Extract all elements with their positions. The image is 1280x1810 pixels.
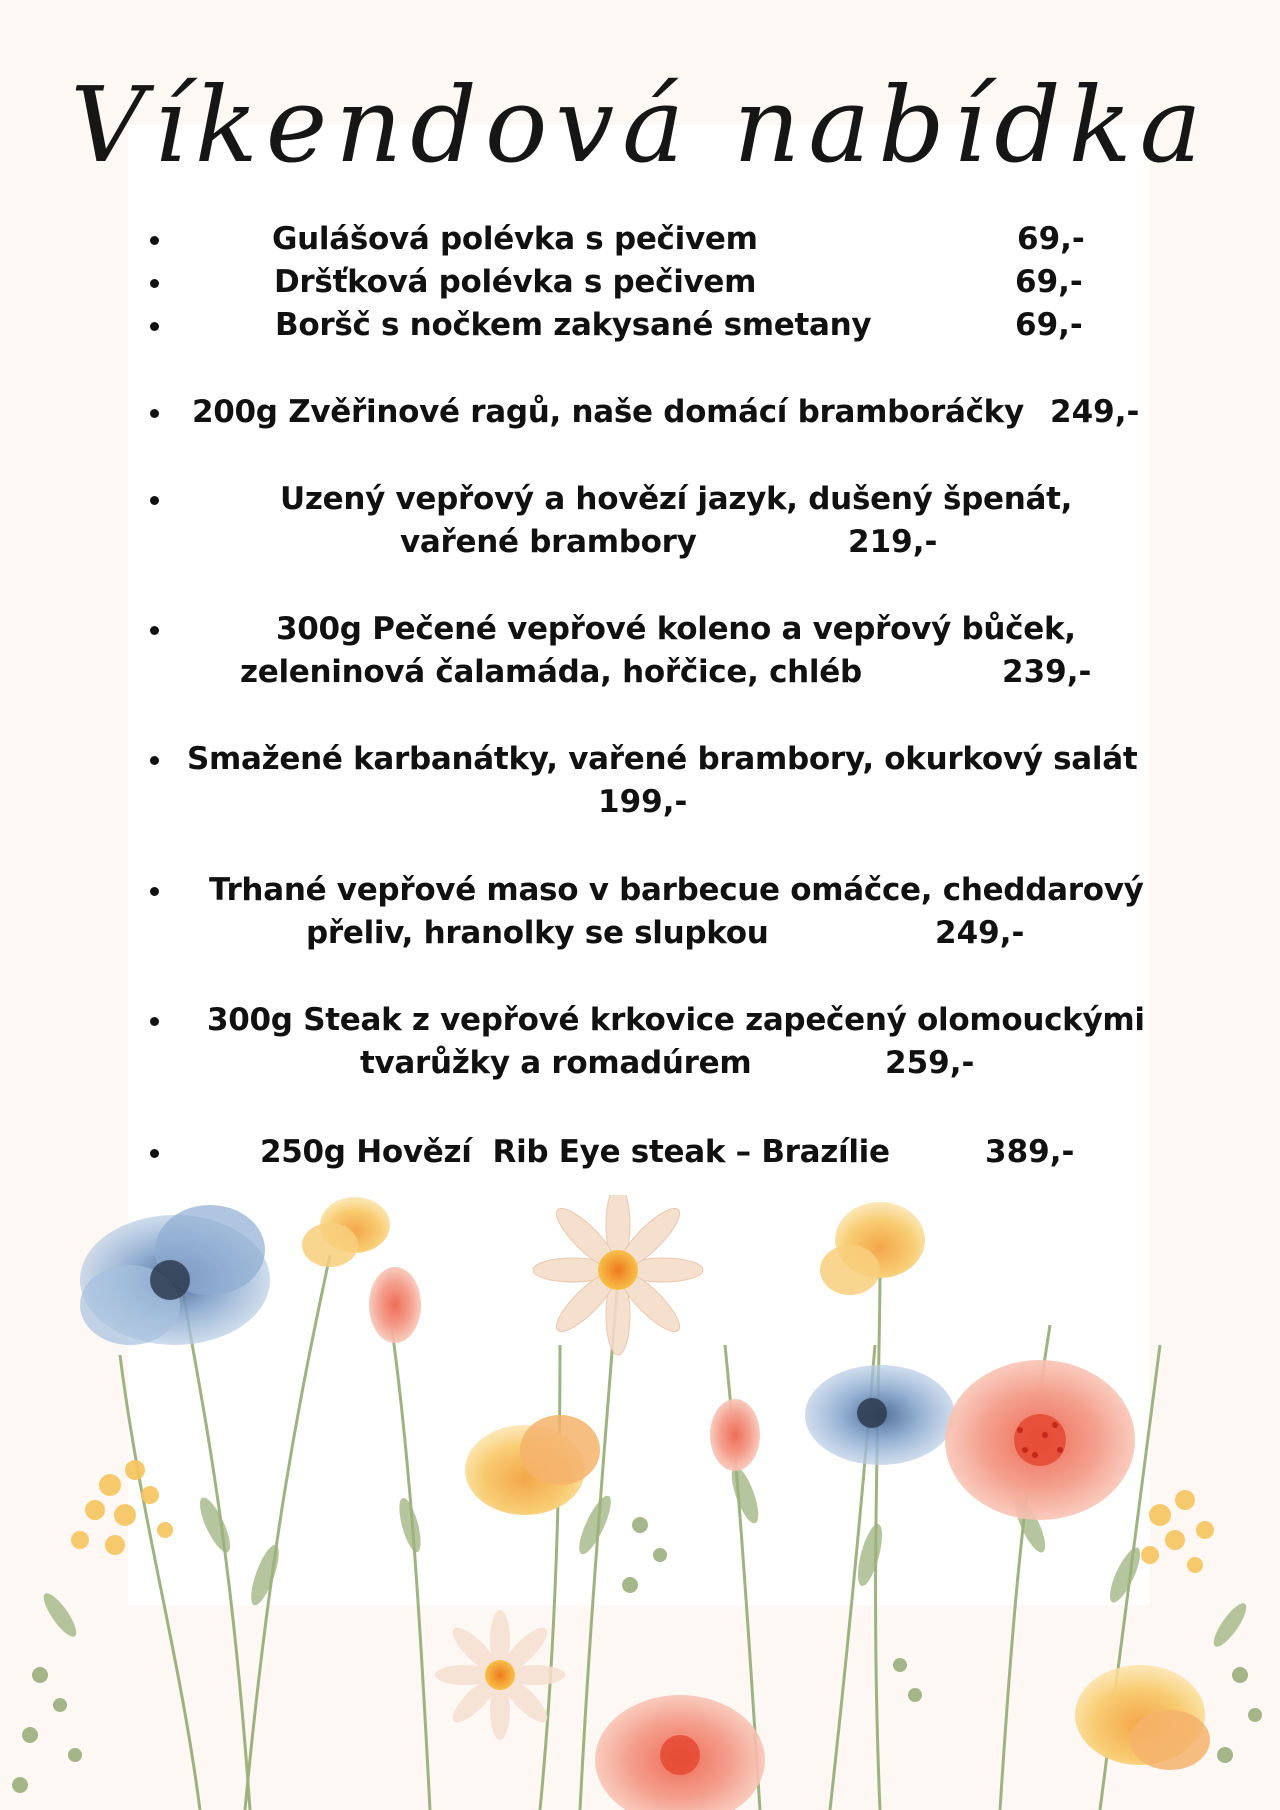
item-name: Dršťková polévka s pečivem	[274, 264, 757, 300]
menu-item	[0, 218, 1280, 261]
item-name: Boršč s nočkem zakysané smetany	[275, 307, 872, 343]
bullet-icon	[150, 409, 159, 418]
menu-item	[0, 608, 1280, 694]
yellow-flower-right	[820, 1202, 925, 1295]
item-price: 249,-	[1050, 394, 1140, 430]
item-name: 250g Hovězí Rib Eye steak – Brazílie	[260, 1134, 890, 1170]
bullet-icon	[150, 322, 159, 331]
peach-flower-large	[945, 1360, 1135, 1520]
item-price: 69,-	[1015, 264, 1083, 300]
daisy-flower	[533, 1195, 703, 1355]
item-name: 300g Steak z vepřové krkovice zapečený olomouckými	[207, 1002, 1145, 1038]
bullet-icon	[150, 887, 159, 896]
item-price: 69,-	[1015, 307, 1083, 343]
item-price: 389,-	[985, 1134, 1075, 1170]
item-name: Uzený vepřový a hovězí jazyk, dušený špenát,	[280, 481, 1073, 517]
item-name: Trhané vepřové maso v barbecue omáčce, cheddarový	[209, 872, 1144, 908]
item-name: 300g Pečené vepřové koleno a vepřový bůček,	[276, 611, 1076, 647]
item-price: 259,-	[885, 1045, 975, 1081]
menu-item	[0, 391, 1280, 434]
bullet-icon	[150, 279, 159, 288]
blue-flower-small	[805, 1365, 955, 1465]
yellow-flower-top	[302, 1197, 390, 1267]
watercolor-wildflowers-illustration	[0, 1195, 1280, 1810]
daisy-flower-bottom	[435, 1610, 565, 1740]
orange-flower-mid	[465, 1415, 600, 1515]
bullet-icon	[150, 1149, 159, 1158]
bullet-icon	[150, 236, 159, 245]
menu-item	[0, 261, 1280, 304]
peach-flower-bottom	[595, 1695, 765, 1810]
yellow-flower-cluster-right	[1141, 1490, 1214, 1573]
item-name: Smažené karbanátky, vařené brambory, okurkový salát	[187, 741, 1138, 777]
peach-bud-left	[369, 1267, 421, 1343]
blue-flower-large	[80, 1205, 270, 1345]
menu-item	[0, 1131, 1280, 1174]
menu-item	[0, 869, 1280, 955]
menu-item	[0, 738, 1280, 824]
bullet-icon	[150, 1017, 159, 1026]
item-price: 199,-	[598, 784, 688, 820]
yellow-flower-cluster-left	[71, 1460, 173, 1555]
bullet-icon	[150, 496, 159, 505]
bullet-icon	[150, 626, 159, 635]
item-name: 200g Zvěřinové ragů, naše domácí bramboráčky	[192, 394, 1024, 430]
item-name: Gulášová polévka s pečivem	[272, 221, 758, 257]
item-name-cont: přeliv, hranolky se slupkou	[306, 915, 769, 951]
bullet-icon	[150, 756, 159, 765]
peach-bud-right	[710, 1399, 760, 1471]
item-price: 249,-	[935, 915, 1025, 951]
item-name-cont: vařené brambory	[400, 524, 697, 560]
menu-item	[0, 304, 1280, 347]
item-name-cont: zeleninová čalamáda, hořčice, chléb	[240, 654, 862, 690]
menu-item	[0, 999, 1280, 1085]
menu-item	[0, 478, 1280, 564]
item-price: 219,-	[848, 524, 938, 560]
item-price: 239,-	[1002, 654, 1092, 690]
item-name-cont: tvarůžky a romadúrem	[360, 1045, 752, 1081]
item-price: 69,-	[1017, 221, 1085, 257]
menu-title: Víkendová nabídka	[70, 64, 1210, 186]
orange-flower-bottom-right	[1075, 1665, 1210, 1770]
